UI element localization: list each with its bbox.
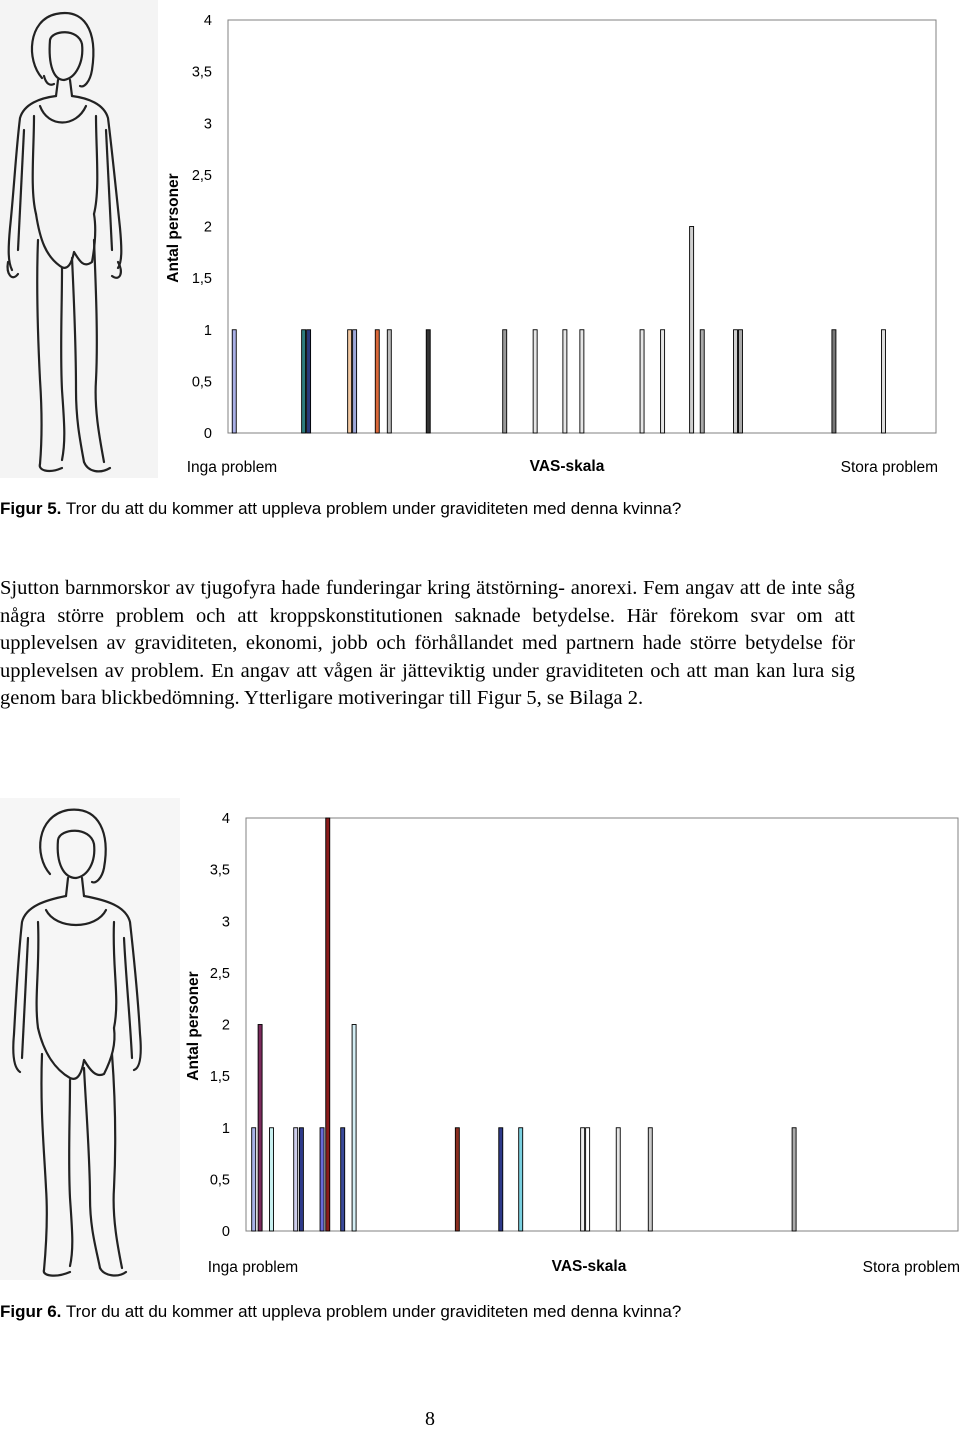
figure6-chart <box>180 798 960 1290</box>
y-tick-label: 3 <box>221 914 230 931</box>
chart-bar <box>302 330 306 433</box>
chart-bar <box>252 1128 256 1231</box>
y-tick-label: 1 <box>203 322 212 339</box>
x-right-label: Stora problem <box>862 1259 960 1276</box>
y-tick-label: 4 <box>221 811 230 827</box>
chart-bar <box>499 1128 503 1231</box>
chart-bar <box>881 330 885 433</box>
y-tick-label: 0 <box>203 426 212 442</box>
chart-bar <box>700 330 704 433</box>
y-tick-label: 2 <box>203 219 212 236</box>
figure5-caption-label: Figur 5. <box>0 499 62 518</box>
chart-bar <box>326 818 330 1231</box>
y-tick-label: 0 <box>221 1224 230 1240</box>
chart-bar <box>519 1128 523 1231</box>
chart-bar <box>348 330 352 433</box>
y-tick-label: 0,5 <box>209 1172 230 1189</box>
figure6-chart-svg <box>180 798 960 1290</box>
chart-bar <box>426 330 430 433</box>
page-number: 8 <box>425 1408 435 1430</box>
y-tick-label: 1,5 <box>191 271 212 288</box>
chart-bar <box>832 330 836 433</box>
y-tick-label: 3,5 <box>191 64 212 81</box>
chart-bar <box>341 1128 345 1231</box>
chart-bar <box>533 330 537 433</box>
chart-bar <box>353 330 357 433</box>
y-tick-label: 3,5 <box>209 862 230 879</box>
y-tick-label: 1 <box>221 1120 230 1137</box>
chart-bar <box>792 1128 796 1231</box>
y-axis-label: Antal personer <box>185 971 202 1081</box>
figure6-caption-text: Tror du att du kommer att uppleva problem under graviditeten med denna kvinna? <box>61 1302 682 1321</box>
chart-bar <box>387 330 391 433</box>
chart-bar <box>616 1128 620 1231</box>
chart-bar <box>734 330 738 433</box>
figure6-caption-label: Figur 6. <box>0 1302 62 1321</box>
y-tick-label: 4 <box>203 13 212 29</box>
chart-bar <box>269 1128 273 1231</box>
y-tick-label: 2 <box>221 1017 230 1034</box>
figure5-caption <box>0 499 681 519</box>
y-axis-label: Antal personer <box>165 173 182 283</box>
chart-bar <box>320 1128 324 1231</box>
chart-bar <box>648 1128 652 1231</box>
chart-bar <box>640 330 644 433</box>
chart-bar <box>503 330 507 433</box>
chart-bar <box>352 1025 356 1232</box>
chart-bar <box>294 1128 298 1231</box>
chart-bar <box>375 330 379 433</box>
chart-bar <box>299 1128 303 1231</box>
y-tick-label: 1,5 <box>209 1069 230 1086</box>
figure5-woman-illustration <box>0 0 158 478</box>
chart-bar <box>258 1025 262 1232</box>
chart-bar <box>307 330 311 433</box>
y-tick-label: 2,5 <box>191 167 212 184</box>
chart-bar <box>661 330 665 433</box>
figure6-woman-illustration <box>0 798 180 1280</box>
chart-bar <box>581 1128 585 1231</box>
figure6-caption <box>0 1302 681 1322</box>
y-tick-label: 2,5 <box>209 965 230 982</box>
figure5-chart <box>158 0 960 490</box>
x-left-label: Inga problem <box>186 459 278 476</box>
x-axis-label: VAS-skala <box>529 458 605 475</box>
x-left-label: Inga problem <box>207 1259 299 1276</box>
x-axis-label: VAS-skala <box>551 1258 627 1275</box>
y-tick-label: 0,5 <box>191 374 212 391</box>
chart-bar <box>455 1128 459 1231</box>
chart-bar <box>232 330 236 433</box>
figure5-caption-text: Tror du att du kommer att uppleva problem under graviditeten med denna kvinna? <box>61 499 682 518</box>
chart-bar <box>580 330 584 433</box>
chart-bar <box>738 330 742 433</box>
chart-bar <box>690 227 694 434</box>
figure5-chart-svg <box>158 0 960 490</box>
x-right-label: Stora problem <box>840 459 938 476</box>
chart-bar <box>563 330 567 433</box>
body-paragraph: Sjutton barnmorskor av tjugofyra hade funderingar kring ätstörning- anorexi. Fem angav att de inte såg några större problem och att kroppskonstitutionen saknade betydelse. Här förekom svar om att upplevelsen av graviditeten, ekonomi, jobb och förhållandet med partnern hade större betydelse för upplevelsen av problem. En angav att vågen är jätteviktig under graviditeten och att man kan lura sig genom bara blickbedömning. Ytterligare motiveringar till Figur 5, se Bilaga 2. <box>0 577 855 710</box>
chart-bar <box>586 1128 590 1231</box>
y-tick-label: 3 <box>203 116 212 133</box>
